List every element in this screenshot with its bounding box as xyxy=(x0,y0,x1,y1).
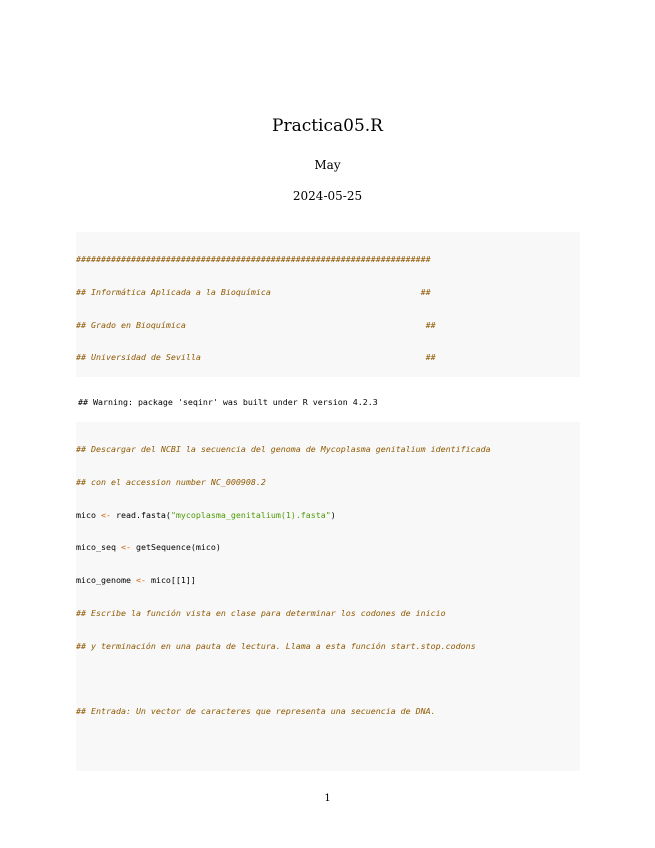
code-line: ## Universidad de Sevilla ## xyxy=(76,352,436,363)
code-token: <- xyxy=(100,509,111,520)
code-line: ## Informática Aplicada a la Bioquímica ## xyxy=(76,286,431,297)
code-token: getSequence(mico) xyxy=(130,542,221,553)
document-date: 2024-05-25 xyxy=(292,189,363,203)
blank-line xyxy=(76,738,580,751)
code-line: ## Escribe la función vista en clase para determinar los codones de inicio xyxy=(76,607,446,618)
code-token: <- xyxy=(135,575,146,586)
code-line xyxy=(76,509,580,522)
code-token: <- xyxy=(120,542,131,553)
warning-output: ## Warning: package 'seqinr' was built under R version 4.2.3 xyxy=(78,397,378,407)
header-code-block xyxy=(76,232,580,377)
code-token: mico_seq xyxy=(76,542,121,553)
code-line: ## Entrada: Un vector de caracteres que representa una secuencia de DNA. xyxy=(76,706,436,717)
blank-line xyxy=(76,673,580,686)
document-author: May xyxy=(314,158,341,172)
code-line: ## y terminación en una pauta de lectura. Llama a esta función start.stop.codons xyxy=(76,640,476,651)
code-token: mico[[1]] xyxy=(145,575,196,586)
code-token: mico xyxy=(76,509,101,520)
code-line: ####################################################################### xyxy=(76,254,431,264)
code-line xyxy=(76,574,580,587)
code-token: mico_genome xyxy=(76,575,136,586)
code-token: "mycoplasma_genitalium(1).fasta" xyxy=(170,509,331,520)
code-line: ## Grado en Bioquímica ## xyxy=(76,319,436,330)
code-line: ## con el accession number NC_000908.2 xyxy=(76,476,266,487)
code-line: ## Descargar del NCBI la secuencia del genoma de Mycoplasma genitalium identificada xyxy=(76,444,491,454)
code-token: read.fasta( xyxy=(110,509,171,520)
page-number: 1 xyxy=(324,793,331,804)
document-title: Practica05.R xyxy=(272,116,383,136)
code-line xyxy=(76,541,580,554)
main-code-block xyxy=(76,422,580,771)
code-token: ) xyxy=(330,509,336,520)
